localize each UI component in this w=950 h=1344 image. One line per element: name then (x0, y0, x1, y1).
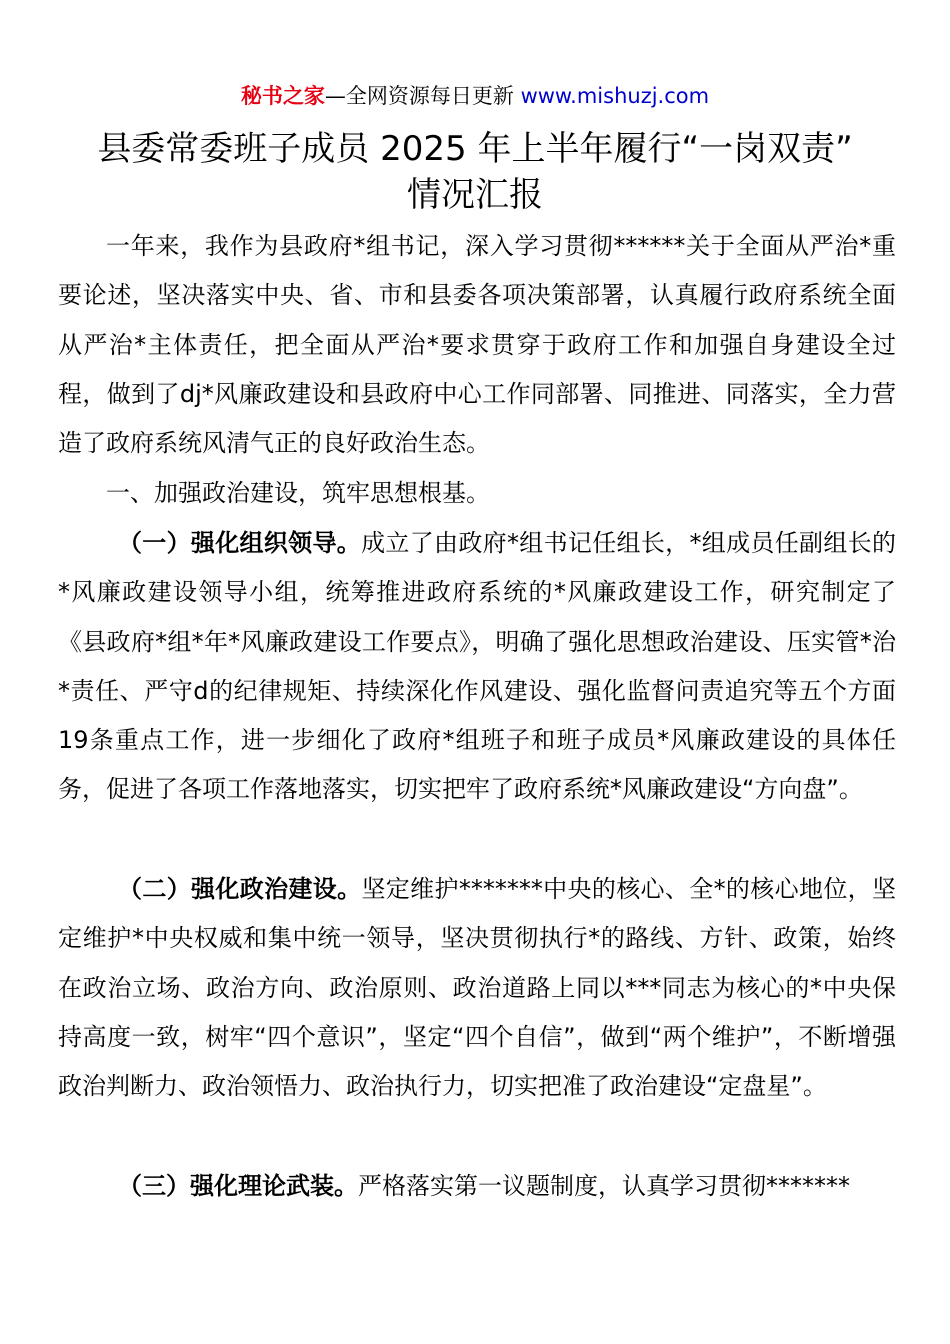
document-title-line1: 县委常委班子成员 2025 年上半年履行“一岗双责” (97, 129, 853, 169)
paragraph-item-3 (58, 1162, 896, 1211)
item-3-text: 严格落实第一议题制度，认真学习贯彻******* (358, 1172, 850, 1200)
item-1-text: 成立了由政府*组书记任组长，*组成员任副组长的*风廉政建设领导小组，统筹推进政府系统的*风廉政建设工作，研究制定了《县政府*组*年*风廉政建设工作要点》，明确了强化思想政治建设、压实管*治*责任、严守d的纪律规矩、持续深化作风建设、强化监督问责追究等五个方面19条重点工作，进一步细化了政府*组班子和班子成员*风廉政建设的具体任务，促进了各项工作落地落实，切实把牢了政府系统*风廉政建设“方向盘”。 (58, 529, 896, 804)
site-banner (0, 80, 950, 112)
brand-name: 秘书之家 (240, 84, 325, 108)
item-3-heading: （三）强化理论武装。 (118, 1172, 358, 1200)
section-heading: 一、加强政治建设，筑牢思想根基。 (106, 479, 490, 507)
document-title-line2: 情况汇报 (407, 175, 543, 215)
brand-tagline: —全网资源每日更新 (324, 84, 514, 108)
item-2-heading: （二）强化政治建设。 (118, 875, 362, 903)
paragraph-item-1 (58, 519, 896, 815)
site-url-link[interactable]: www.mishuzj.com (520, 84, 710, 108)
paragraph-item-2 (58, 865, 896, 1111)
item-1-heading: （一）强化组织领导。 (118, 529, 362, 557)
item-2-text: 坚定维护*******中央的核心、全*的核心地位，坚定维护*中央权威和集中统一领导，坚决贯彻执行*的路线、方针、政策，始终在政治立场、政治方向、政治原则、政治道路上同以***同志为核心的*中央保持高度一致，树牢“四个意识”，坚定“四个自信”，做到“两个维护”，不断增强政治判断力、政治领悟力、政治执行力，切实把准了政治建设“定盘星”。 (58, 875, 897, 1101)
intro-paragraph: 一年来，我作为县政府*组书记，深入学习贯彻******关于全面从严治*重要论述，坚决落实中央、省、市和县委各项决策部署，认真履行政府系统全面从严治*主体责任，把全面从严治*要求贯穿于政府工作和加强自身建设全过程，做到了dj*风廉政建设和县政府中心工作同部署、同推进、同落实，全力营造了政府系统风清气正的良好政治生态。 (58, 232, 896, 458)
